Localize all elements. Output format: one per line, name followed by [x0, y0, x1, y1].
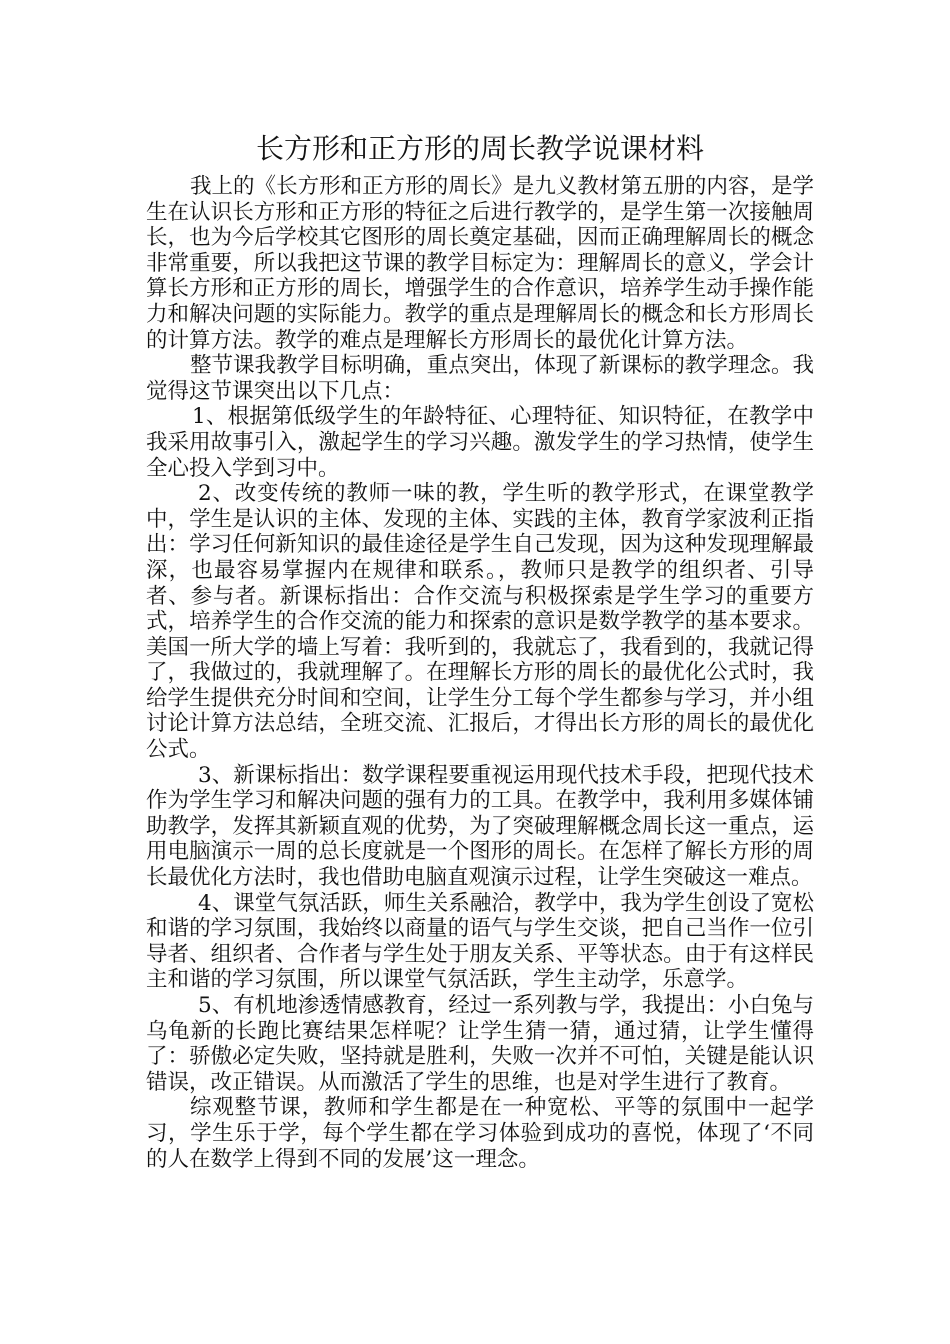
paragraph-overview: 整节课我教学目标明确，重点突出，体现了新课标的教学理念。我觉得这节课突出以下几点：: [146, 353, 814, 404]
paragraph-conclusion: 综观整节课，教师和学生都是在一种宽松、平等的氛围中一起学习，学生乐于学，每个学生都在学习体验到成功的喜悦，体现了‘不同的人在数学上得到不同的发展’这一理念。: [146, 1095, 814, 1172]
paragraph-point-5: 5、有机地渗透情感教育，经过一系列教与学，我提出：小白兔与乌龟新的长跑比赛结果怎样呢？让学生猜一猜，通过猜，让学生懂得了：骄傲必定失败，坚持就是胜利，失败一次并不可怕，关键是能认识错误，改正错误。从而激活了学生的思维，也是对学生进行了教育。: [146, 993, 814, 1095]
paragraph-point-2: 2、改变传统的教师一味的教，学生听的教学形式，在课堂教学中，学生是认识的主体、发现的主体、实践的主体，教育学家波利正指出：学习任何新知识的最佳途径是学生自己发现，因为这种发现理解最深，也最容易掌握内在规律和联系。，教师只是教学的组织者、引导者、参与者。新课标指出：合作交流与积极探索是学生学习的重要方式，培养学生的合作交流的能力和探索的意识是数学教学的基本要求。美国一所大学的墙上写着：我听到的，我就忘了，我看到的，我就记得了，我做过的，我就理解了。在理解长方形的周长的最优化公式时，我给学生提供充分时间和空间，让学生分工每个学生都参与学习，并小组讨论计算方法总结，全班交流、汇报后，才得出长方形的周长的最优化公式。: [146, 481, 814, 763]
paragraph-point-4: 4、课堂气氛活跃，师生关系融洽，教学中，我为学生创设了宽松和谐的学习氛围，我始终以商量的语气与学生交谈，把自己当作一位引导者、组织者、合作者与学生处于朋友关系、平等状态。由于有这样民主和谐的学习氛围，所以课堂气氛活跃，学生主动学，乐意学。: [146, 890, 814, 993]
paragraph-point-3: 3、新课标指出：数学课程要重视运用现代技术手段，把现代技术作为学生学习和解决问题的强有力的工具。在教学中，我利用多媒体铺助教学，发挥其新颖直观的优势，为了突破理解概念周长这一重点，运用电脑演示一周的总长度就是一个图形的周长。在怎样了解长方形的周长最优化方法时，我也借助电脑直观演示过程，让学生突破这一难点。: [146, 762, 814, 891]
document-title: 长方形和正方形的周长教学说课材料: [255, 132, 704, 165]
paragraph-intro: 我上的《长方形和正方形的周长》是九义教材第五册的内容，是学生在认识长方形和正方形的特征之后进行教学的，是学生第一次接触周长，也为今后学校其它图形的周长奠定基础，因而正确理解周长的概念非常重要，所以我把这节课的教学目标定为：理解周长的意义，学会计算长方形和正方形的周长，增强学生的合作意识，培养学生动手操作能力和解决问题的实际能力。教学的重点是理解周长的概念和长方形周长的计算方法。教学的难点是理解长方形周长的最优化计算方法。: [146, 174, 814, 353]
paragraph-point-1: 1、根据第低级学生的年龄特征、心理特征、知识特征，在教学中我采用故事引入，激起学生的学习兴趣。激发学生的学习热情，使学生全心投入学到习中。: [146, 404, 814, 481]
document-body: [146, 130, 814, 1172]
